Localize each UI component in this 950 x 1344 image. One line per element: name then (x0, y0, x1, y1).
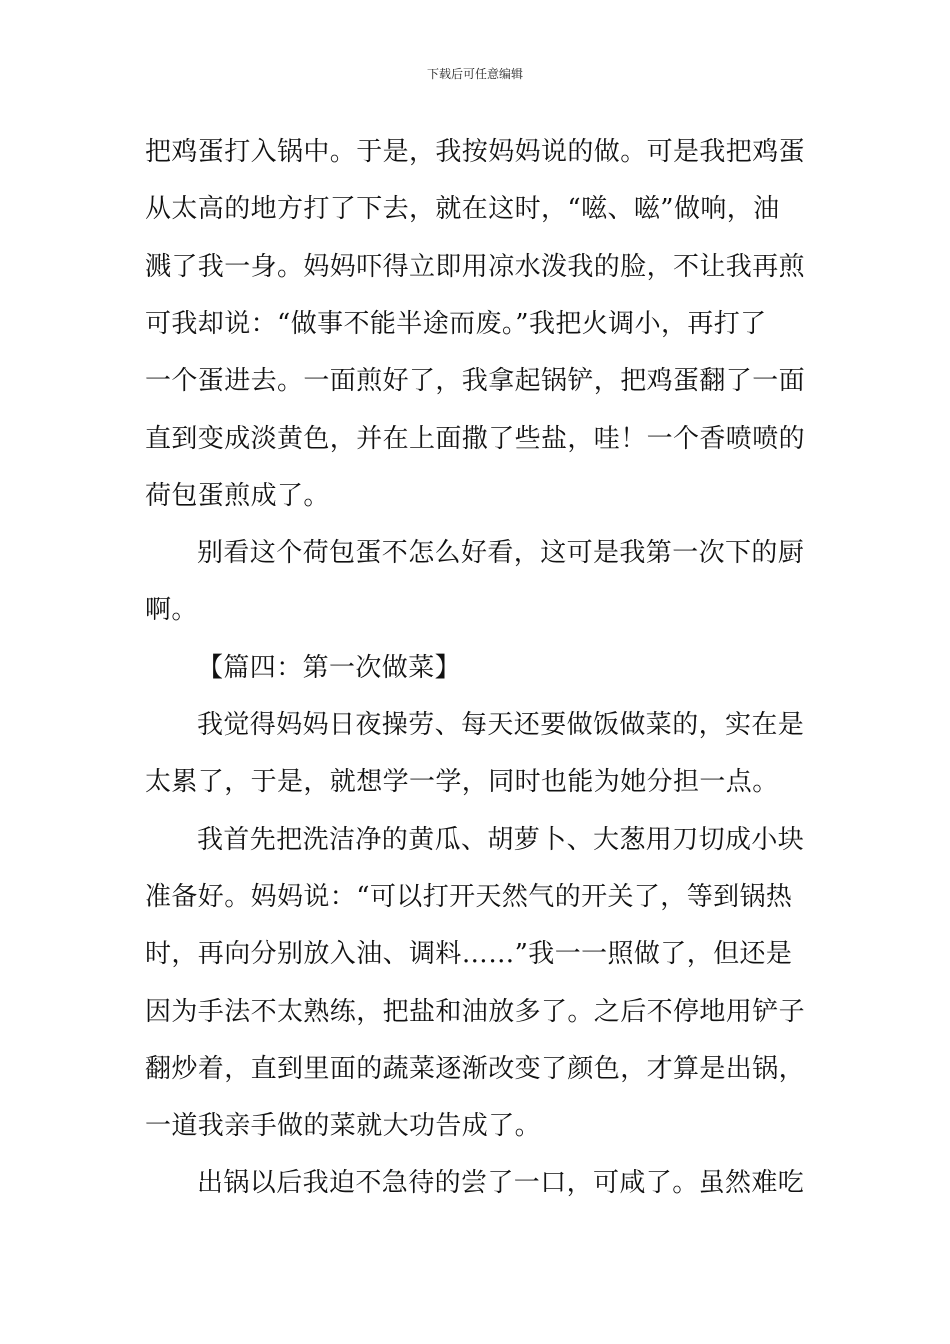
text-line: 荷包蛋煎成了。 (145, 481, 330, 511)
text-line: 把鸡蛋打入锅中。于是，我按妈妈说的做。可是我把鸡蛋 (145, 137, 806, 167)
text-line: 从太高的地方打了下去，就在这时，“嗞、嗞”做响，油 (145, 194, 780, 224)
text-line: 我首先把洗洁净的黄瓜、胡萝卜、大葱用刀切成小块 (197, 825, 805, 855)
text-line: 可我却说：“做事不能半途而废。”我把火调小，再打了 (145, 309, 767, 339)
page-header: 下载后可任意编辑 (426, 67, 523, 81)
text-line: 时，再向分别放入油、调料……”我一一照做了，但还是 (145, 939, 793, 969)
text-line: 出锅以后我迫不急待的尝了一口，可咸了。虽然难吃 (197, 1168, 805, 1198)
text-line: 我觉得妈妈日夜操劳、每天还要做饭做菜的，实在是 (197, 710, 805, 740)
section-heading: 【篇四：第一次做菜】 (197, 653, 462, 683)
text-line: 一道我亲手做的菜就大功告成了。 (145, 1111, 542, 1141)
text-line: 准备好。妈妈说：“可以打开天然气的开关了，等到锅热 (145, 882, 793, 912)
text-line: 太累了，于是，就想学一学，同时也能为她分担一点。 (145, 767, 779, 797)
text-line: 直到变成淡黄色，并在上面撒了些盐，哇！一个香喷喷的 (145, 424, 806, 454)
text-line: 溅了我一身。妈妈吓得立即用凉水泼我的脸，不让我再煎 (145, 252, 806, 282)
text-line: 啊。 (145, 595, 198, 625)
text-line: 别看这个荷包蛋不怎么好看，这可是我第一次下的厨 (197, 538, 805, 568)
text-line: 因为手法不太熟练，把盐和油放多了。之后不停地用铲子 (145, 997, 806, 1027)
text-line: 翻炒着，直到里面的蔬菜逐渐改变了颜色，才算是出锅， (145, 1054, 806, 1084)
text-line: 一个蛋进去。一面煎好了，我拿起锅铲，把鸡蛋翻了一面 (145, 366, 806, 396)
